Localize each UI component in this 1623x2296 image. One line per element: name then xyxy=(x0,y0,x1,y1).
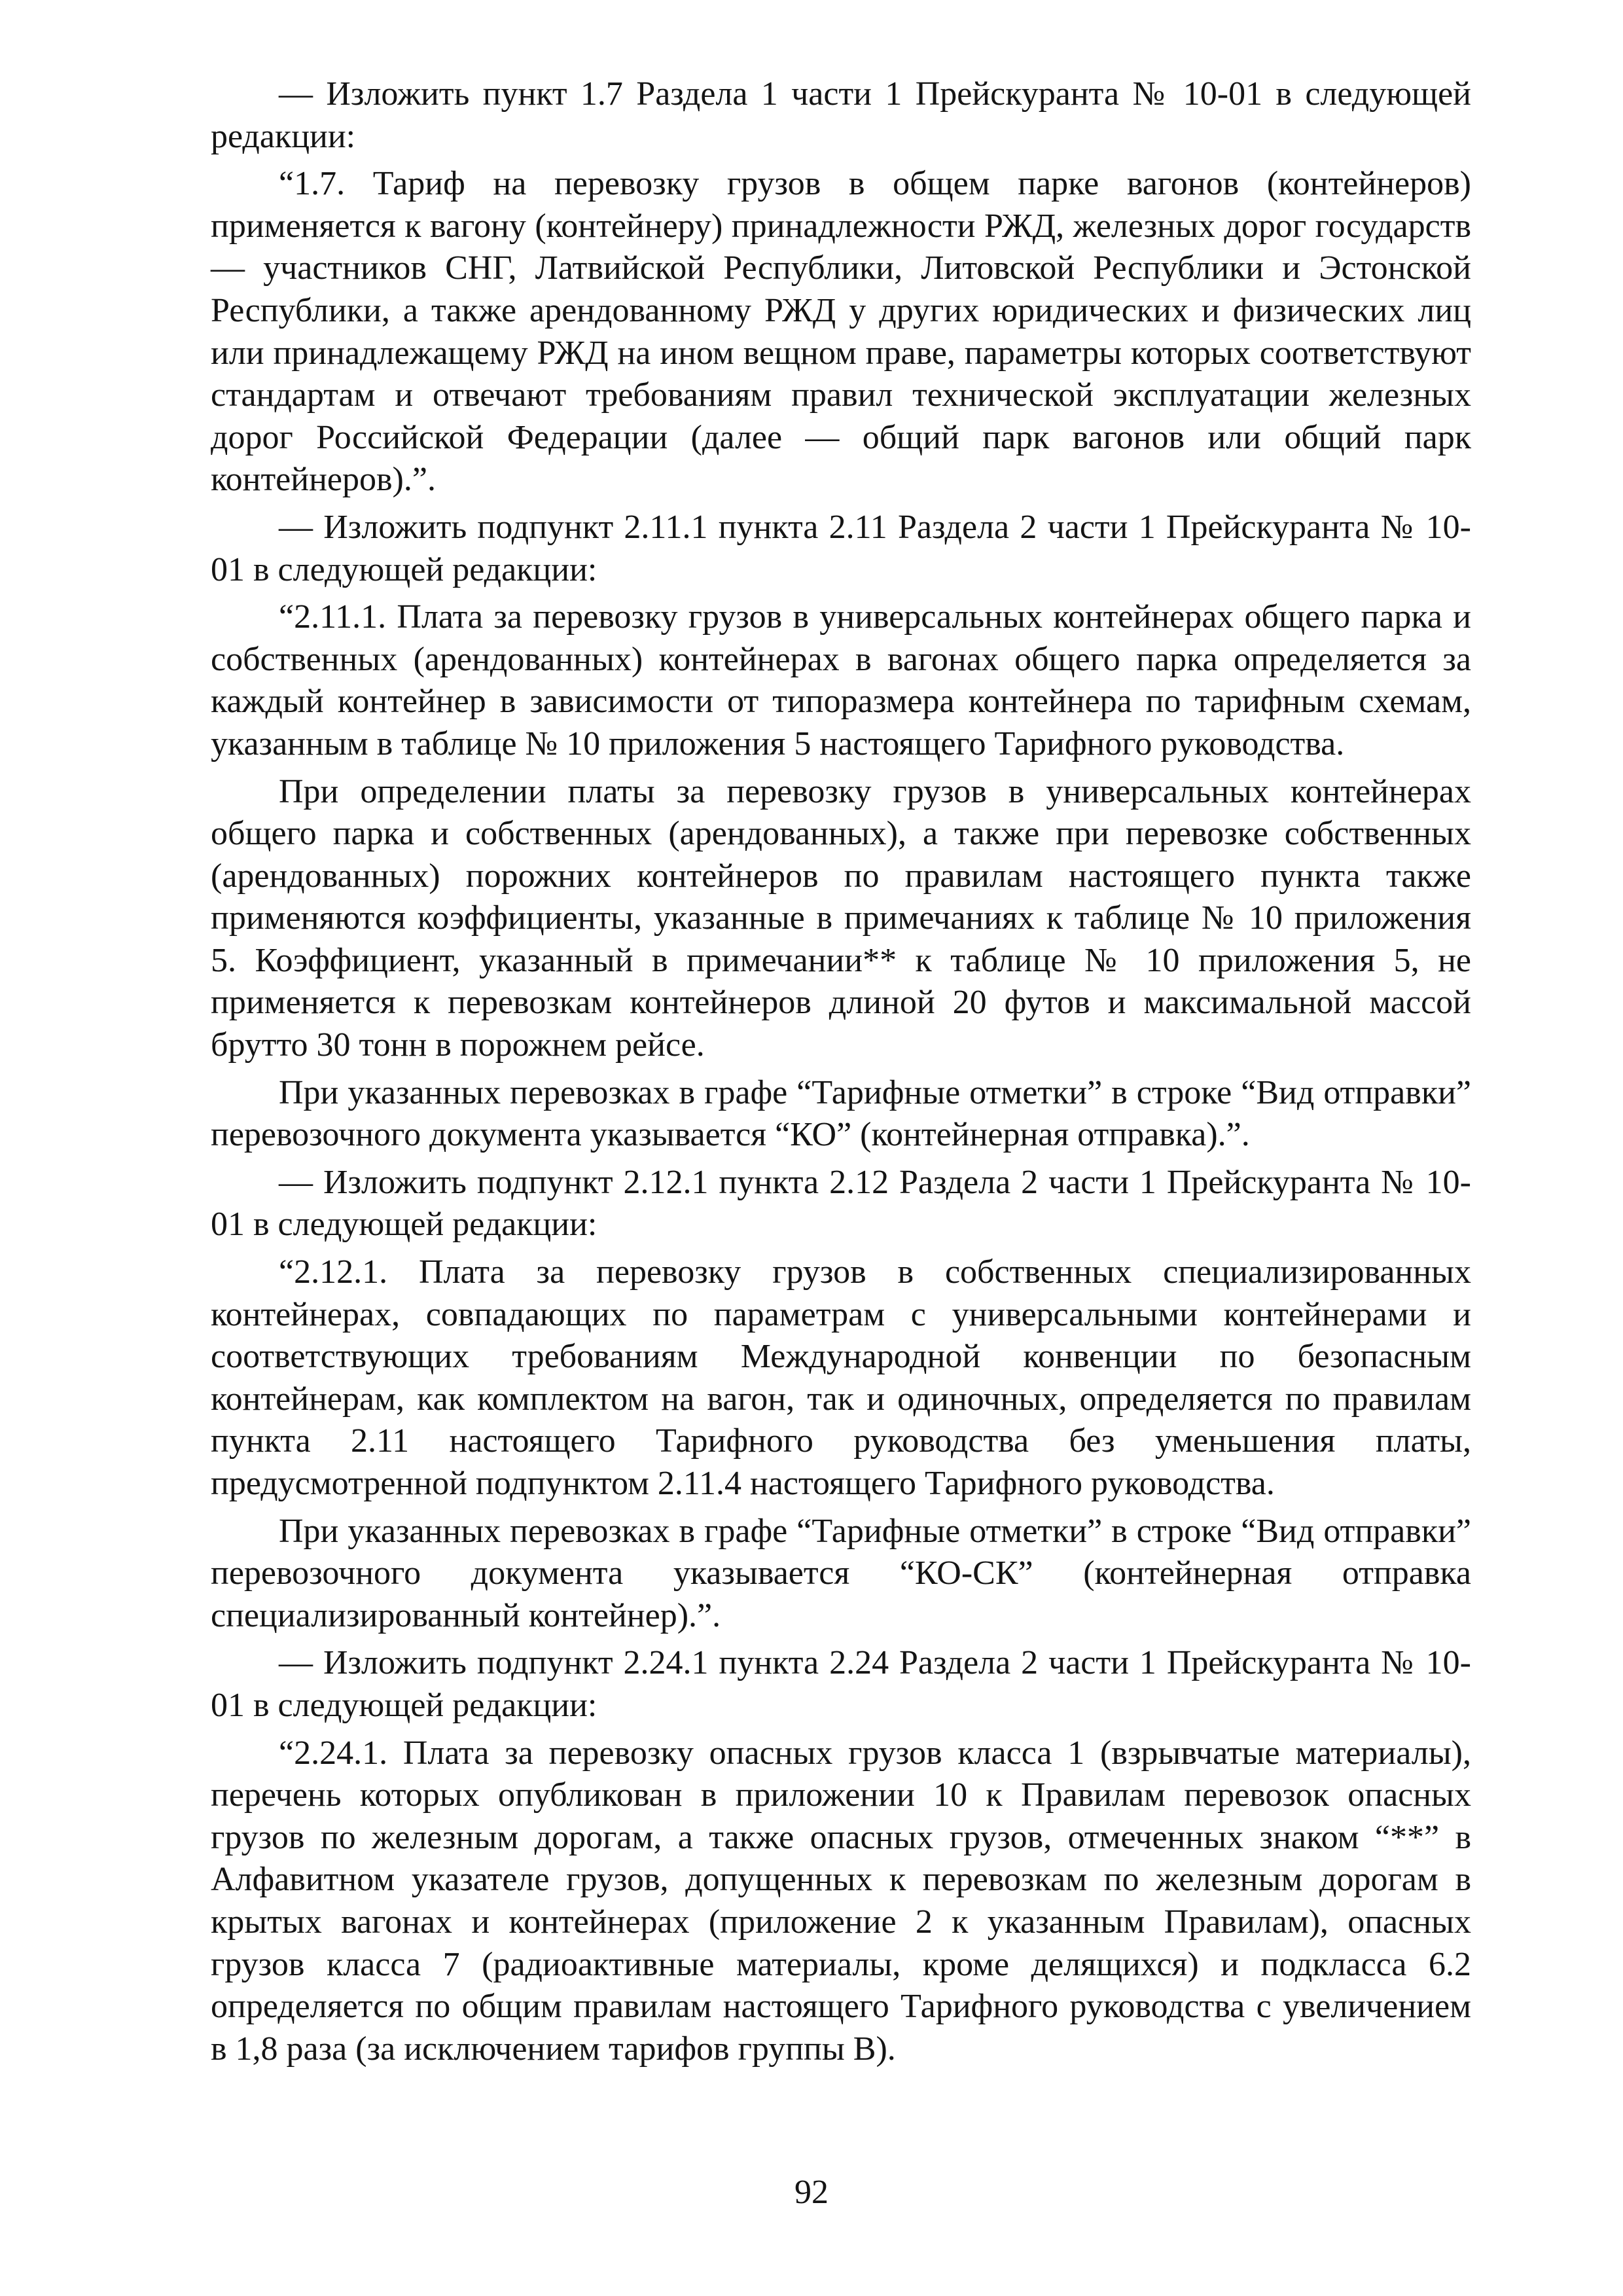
paragraph-1: — Изложить пункт 1.7 Раздела 1 части 1 Прейскуранта № 10-01 в следующей редакции: xyxy=(211,75,1471,155)
paragraph-7: — Изложить подпункт 2.12.1 пункта 2.12 Раздела 2 части 1 Прейскуранта № 10-01 в следующей редакции: xyxy=(211,1163,1471,1244)
paragraph-10: — Изложить подпункт 2.24.1 пункта 2.24 Раздела 2 части 1 Прейскуранта № 10-01 в следующей редакции: xyxy=(211,1644,1471,1724)
paragraph-2: “1.7. Тариф на перевозку грузов в общем парке вагонов (контейнеров) применяется к вагону (контейнеру) принадлежности РЖД, железных дорог государств — участников СНГ, Латвийской Республики, Литовской Республики и Эстонской Республики, а также арендованному РЖД у других юридических и физических лиц или принадлежащему РЖД на ином вещном праве, параметры которых соответствуют стандартам и отвечают требованиям правил технической эксплуатации железных дорог Российской Федерации (далее — общий парк вагонов или общий парк контейнеров).”. xyxy=(211,165,1471,499)
paragraph-9: При указанных перевозках в графе “Тарифные отметки” в строке “Вид отправки” перевозочного документа указывается “КО-СК” (контейнерная отправка специализированный контейнер).”. xyxy=(211,1512,1471,1634)
paragraph-8: “2.12.1. Плата за перевозку грузов в собственных специализированных контейнерах, совпадающих по параметрам с универсальными контейнерами и соответствующих требованиям Международной конвенции по безопасным контейнерам, как комплектом на вагон, так и одиночных, определяется по правилам пункта 2.11 настоящего Тарифного руководства без уменьшения платы, предусмотренной подпунктом 2.11.4 настоящего Тарифного руководства. xyxy=(211,1253,1471,1502)
document-body xyxy=(211,73,1471,2075)
paragraph-3: — Изложить подпункт 2.11.1 пункта 2.11 Раздела 2 части 1 Прейскуранта № 10-01 в следующей редакции: xyxy=(211,508,1471,588)
page-number: 92 xyxy=(794,2174,829,2211)
paragraph-5: При определении платы за перевозку грузов в универсальных контейнерах общего парка и собственных (арендованных), а также при перевозке собственных (арендованных) порожних контейнеров по правилам настоящего пункта также применяются коэффициенты, указанные в примечаниях к таблице № 10 приложения 5. Коэффициент, указанный в примечании** к таблице № 10 приложения 5, не применяется к перевозкам контейнеров длиной 20 футов и максимальной массой брутто 30 тонн в порожнем рейсе. xyxy=(211,772,1471,1064)
paragraph-4: “2.11.1. Плата за перевозку грузов в универсальных контейнерах общего парка и собственных (арендованных) контейнерах в вагонах общего парка определяется за каждый контейнер в зависимости от типоразмера контейнера по тарифным схемам, указанным в таблице № 10 приложения 5 настоящего Тарифного руководства. xyxy=(211,598,1471,762)
paragraph-6: При указанных перевозках в графе “Тарифные отметки” в строке “Вид отправки” перевозочного документа указывается “КО” (контейнерная отправка).”. xyxy=(211,1073,1471,1154)
paragraph-11: “2.24.1. Плата за перевозку опасных грузов класса 1 (взрывчатые материалы), перечень которых опубликован в приложении 10 к Правилам перевозок опасных грузов по железным дорогам, а также опасных грузов, отмеченных знаком “**” в Алфавитном указателе грузов, допущенных к перевозкам по железным дорогам в крытых вагонах и контейнерах (приложение 2 к указанным Правилам), опасных грузов класса 7 (радиоактивные материалы, кроме делящихся) и подкласса 6.2 определяется по общим правилам настоящего Тарифного руководства с увеличением в 1,8 раза (за исключением тарифов группы В). xyxy=(211,1734,1471,2068)
